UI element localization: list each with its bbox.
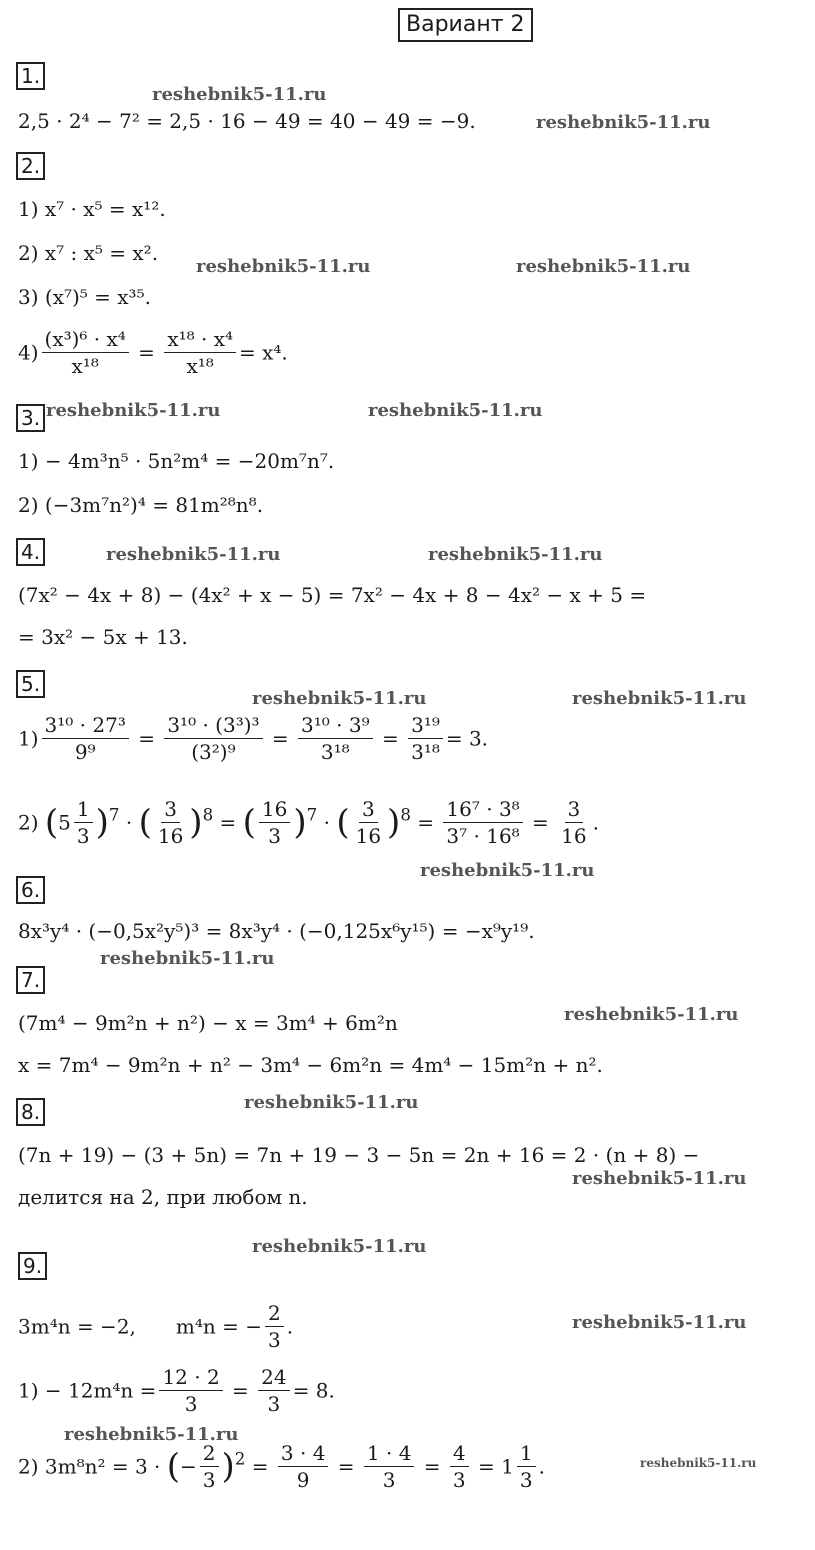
watermark: reshebnik5-11.ru <box>428 544 603 565</box>
task-7-line-1: (7m⁴ − 9m²n + n²) − x = 3m⁴ + 6m²n <box>18 1011 398 1035</box>
fraction: $\frac{3}{16}$ <box>561 797 587 848</box>
watermark: reshebnik5-11.ru <box>244 1092 419 1113</box>
page-title: Вариант 2 <box>398 8 533 42</box>
watermark: reshebnik5-11.ru <box>64 1424 239 1445</box>
watermark: reshebnik5-11.ru <box>516 256 691 277</box>
watermark: reshebnik5-11.ru <box>536 112 711 133</box>
task-5-line-2: 2) (5 $\frac{1}{3}$ )$^7$ · ( $\frac{3}{16}$ )$^8$ = ( $\frac{16}{3}$ )$^7$ · ( $\frac{3}{16}$ )$^8$ = $\frac{\text{16⁷ · 3⁸}}{\text{3⁷ · 16⁸}}$ = $\frac{3}{16}$ . <box>18 797 599 848</box>
fraction: $\frac{24}{3}$ <box>258 1364 289 1417</box>
task-number-8: 8. <box>16 1098 45 1126</box>
task-7-line-2: x = 7m⁴ − 9m²n + n² − 3m⁴ − 6m²n = 4m⁴ − 15m²n + n². <box>18 1053 603 1077</box>
fraction: $\frac{4}{3}$ <box>450 1440 469 1493</box>
watermark: reshebnik5-11.ru <box>564 1004 739 1025</box>
watermark: reshebnik5-11.ru <box>252 688 427 709</box>
task-3-line-1: 1) − 4m³n⁵ · 5n²m⁴ = −20m⁷n⁷. <box>18 449 335 473</box>
task-number-1: 1. <box>16 62 45 90</box>
task-9-line-1: 3m⁴n = −2, m⁴n = − $\frac{2}{3}$ . <box>18 1301 294 1352</box>
task-8-line-1: (7n + 19) − (3 + 5n) = 7n + 19 − 3 − 5n = 2n + 16 = 2 · (n + 8) − <box>18 1143 700 1167</box>
watermark: reshebnik5-11.ru <box>100 948 275 969</box>
fraction: $\frac{3}{16}$ <box>157 797 184 848</box>
task-2-line-2: 2) x⁷ : x⁵ = x². <box>18 241 159 265</box>
fraction: $\frac{12 \cdot 2}{3}$ <box>159 1364 222 1417</box>
task-9-line-2: 1) − 12m⁴n = $\frac{12 \cdot 2}{3}$ = $\frac{24}{3}$ = 8. <box>18 1365 335 1416</box>
task-8-line-2: делится на 2, при любом n. <box>18 1185 308 1209</box>
task-1-line-1: 2,5 · 2⁴ − 7² = 2,5 · 16 − 49 = 40 − 49 = −9. <box>18 109 476 133</box>
task-number-9: 9. <box>18 1252 47 1280</box>
fraction: $\frac{\text{(x³)⁶ · x⁴}}{\text{x¹⁸}}$ <box>42 326 129 379</box>
task-number-6: 6. <box>16 876 45 904</box>
watermark: reshebnik5-11.ru <box>368 400 543 421</box>
fraction: $\frac{\text{3¹⁹}}{\text{3¹⁸}}$ <box>408 712 443 765</box>
watermark: reshebnik5-11.ru <box>46 400 221 421</box>
watermark: reshebnik5-11.ru <box>572 1312 747 1333</box>
fraction: $\frac{1 \cdot 4}{3}$ <box>364 1440 415 1493</box>
watermark: reshebnik5-11.ru <box>152 84 327 105</box>
task-number-2: 2. <box>16 152 45 180</box>
fraction: $\frac{\text{3¹⁰ · 27³}}{\text{9⁹}}$ <box>42 712 129 765</box>
watermark: reshebnik5-11.ru <box>420 860 595 881</box>
watermark: reshebnik5-11.ru <box>640 1456 757 1470</box>
task-9-line-3: 2) 3m⁸n² = 3 · (− $\frac{2}{3}$ )$^2$ = $\frac{3 \cdot 4}{9}$ = $\frac{1 \cdot 4}{3}$ = $\frac{4}{3}$ = 1 $\frac{1}{3}$ . <box>18 1441 545 1492</box>
watermark: reshebnik5-11.ru <box>196 256 371 277</box>
task-2-line-1: 1) x⁷ · x⁵ = x¹². <box>18 197 166 221</box>
watermark: reshebnik5-11.ru <box>572 1168 747 1189</box>
task-number-5: 5. <box>16 670 45 698</box>
task-5-line-1: 1) $\frac{\text{3¹⁰ · 27³}}{\text{9⁹}}$ = $\frac{\text{3¹⁰ · (3³)³}}{\text{(3²)⁹}}$ = $\frac{\text{3¹⁰ · 3⁹}}{\text{3¹⁸}}$ = $\frac{\text{3¹⁹}}{\text{3¹⁸}}$ = 3. <box>18 713 489 764</box>
fraction: $\frac{\text{3¹⁰ · 3⁹}}{\text{3¹⁸}}$ <box>298 712 373 765</box>
watermark: reshebnik5-11.ru <box>106 544 281 565</box>
fraction: $\frac{2}{3}$ <box>265 1300 284 1353</box>
task-2-line-4: 4) $\frac{\text{(x³)⁶ · x⁴}}{\text{x¹⁸}}$ = $\frac{\text{x¹⁸ · x⁴}}{\text{x¹⁸}}$ = x⁴. <box>18 327 288 378</box>
task-4-line-2: = 3x² − 5x + 13. <box>18 625 188 649</box>
fraction: $\frac{\text{x¹⁸ · x⁴}}{\text{x¹⁸}}$ <box>164 326 236 379</box>
fraction: $\frac{1}{3}$ <box>74 796 93 849</box>
fraction: $\frac{2}{3}$ <box>200 1440 219 1493</box>
task-3-line-2: 2) (−3m⁷n²)⁴ = 81m²⁸n⁸. <box>18 493 264 517</box>
task-2-line-3: 3) (x⁷)⁵ = x³⁵. <box>18 285 151 309</box>
task-number-3: 3. <box>16 404 45 432</box>
fraction: $\frac{\text{16⁷ · 3⁸}}{\text{3⁷ · 16⁸}}$ <box>443 796 522 849</box>
task-6-line-1: 8x³y⁴ · (−0,5x²y⁵)³ = 8x³y⁴ · (−0,125x⁶y¹⁵) = −x⁹y¹⁹. <box>18 919 535 943</box>
fraction: $\frac{3 \cdot 4}{9}$ <box>278 1440 329 1493</box>
fraction: $\frac{16}{3}$ <box>259 796 290 849</box>
fraction: $\frac{3}{16}$ <box>355 797 382 848</box>
task-number-4: 4. <box>16 538 45 566</box>
watermark: reshebnik5-11.ru <box>572 688 747 709</box>
fraction: $\frac{\text{3¹⁰ · (3³)³}}{\text{(3²)⁹}}$ <box>164 712 262 765</box>
task-4-line-1: (7x² − 4x + 8) − (4x² + x − 5) = 7x² − 4x + 8 − 4x² − x + 5 = <box>18 583 647 607</box>
task-number-7: 7. <box>16 966 45 994</box>
fraction: $\frac{1}{3}$ <box>517 1440 536 1493</box>
watermark: reshebnik5-11.ru <box>252 1236 427 1257</box>
